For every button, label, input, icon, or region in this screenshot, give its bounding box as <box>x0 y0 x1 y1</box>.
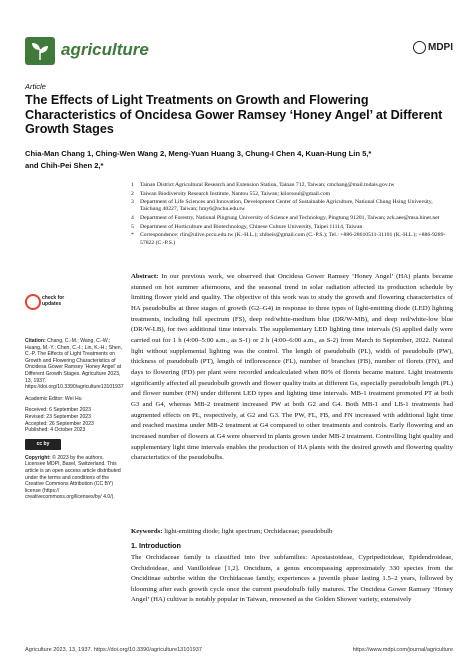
citation: Citation: Chang, C.-M.; Wang, C.-W.; Huang, M.-Y.; Chen, C.-I.; Lin, K.-H.; Shen, C.-P. The Effects of Light Treatments on Growth and Flowering Characteristics of Oncidesa Gower Ramsey ‘Honey Angel’ at Different Growth Stages. Agriculture 2023, 13, 1937. https://doi.org/10.3390/agriculture13101937 <box>25 338 124 391</box>
section-heading-introduction: 1. Introduction <box>131 541 181 550</box>
revised-date: Revised: 23 September 2023 <box>25 413 91 420</box>
affiliation-3: 3 Department of Life Sciences and Innovation, Development Center of Sustainable Agriculture, National Chung Hsing University, Taichung 40227, Taiwan; hmy6@nchu.edu.tw <box>131 199 433 213</box>
author-list <box>25 148 455 172</box>
article-type: Article <box>25 82 46 91</box>
journal-logo <box>25 37 55 65</box>
footer-citation-link[interactable]: Agriculture 2023, 13, 1937. https://doi.org/10.3390/agriculture13101937 <box>25 647 202 653</box>
paper-title: The Effects of Light Treatments on Growth and Flowering Characteristics of Oncidesa Gower Ramsey ‘Honey Angel’ at Different Growth Stages <box>25 93 443 137</box>
plant-icon <box>29 41 51 61</box>
affiliation-1: 1 Tainan District Agricultural Research and Extension Station, Tainan 712, Taiwan; cmchang@mail.tndais.gov.tw <box>131 182 395 188</box>
copyright: Copyright: © 2023 by the authors. Licensee MDPI, Basel, Switzerland. This article is an open access article distributed under the terms and conditions of the Creative Commons Attribution (CC BY) license (https:// creativecommons.org/licenses/by/ 4.0/). <box>25 454 121 501</box>
check-updates-icon <box>25 294 41 310</box>
article-info-sidebar <box>25 294 123 501</box>
academic-editor: Academic Editor: Wei Hu <box>25 395 82 402</box>
author-line-1: Chia-Man Chang 1, Ching-Wen Wang 2, Meng-Yuan Huang 3, Chung-I Chen 4, Kuan-Hung Lin 5,* <box>25 149 372 158</box>
publisher-logo[interactable]: MDPI <box>413 41 453 54</box>
introduction-text: The Orchidaceae family is classified into five subfamilies: Apostasioideae, Cypripedioideae, Epidendroideae, Orchidoideae, and Vanilloideae [1,2]. Oncidium, a genus encompassing approximately 330 species from the Oncidiinae subtribe within the Orchidaceae family, experiences a juvenile phase lasting 1.5–2 years, followed by blooming after each growth cycle once the current pseudobulb fully matures. The Oncidesa Gower Ramsey ‘Honey Angel’ (HA) cultivar is notably popular in Taiwan, renowned as the Golden Shower variety, extensively <box>131 554 453 604</box>
affiliation-4: 4 Department of Forestry, National Pingtung University of Science and Technology, Pingtung 91201, Taiwan; zck.aee@msa.hinet.net <box>131 215 440 222</box>
abstract: Abstract: In our previous work, we observed that Oncidesa Gower Ramsey ‘Honey Angel’ (HA) plants became stunned on hot summer afternoons, and the seasonal trend in solar radiation affected its production schedule by limiting flower yield and quality. The objective of this work was to study the growth and flowering characteristics of HA pseudobulbs at three stages of growth (G2–G4) in response to three types of light-emitting diode (LED) lighting treatments, including full spectrum (FS), deep red/white-medium blue (DR/W-MB), and deep red/white-low blue (DR/W-LB), for two additional time intervals. The supplementary LED lighting time intervals (S) applied daily were carried out for 1 h (4:00–5:00 a.m., as S-1) or 2 h (4:00–6:00 a.m., as S-2) from March to September, 2022. Natural light without supplemental lighting was the control. The length of pseudobulb (PL), width of pseudobulb (PW), thickness of pseudobulb (PT), length of inflorescence (FL), number of branches (FB), number of florets (FN), and days to flowering (FD) per plant were recorded andcalculated when 80% of florets became mature. Light treatments significantly affected all pseudobulb growth and flower quality traits at different Gs, especially pseudobulb length (PL) and flower number (FN) under different LED types and lighting time intervals. MB-1 treatment promoted PT at both G3 and G4, whereas MB-2 treatment increased PW at both G2 and G4. Both MB-1 and LB-1 treatments had augmented effects on PL, respectively, at G2 and G3. The PW, FL, FB, and FN increased with additional light time and reached maxima under MB-2 treatment at G4 compared to other treatments and controls. Early flowering and an increased number of flowers at G4 were observed in plants grown under MB-2 treatment. Controlling light quality and supplementary light time intervals enables the production of HA plants with the desired growth and flowering quality characteristics of the pseudobulbs. <box>131 273 453 462</box>
journal-name[interactable]: agriculture <box>61 40 149 59</box>
mdpi-icon <box>413 41 426 54</box>
accepted-date: Accepted: 26 September 2023 <box>25 420 94 427</box>
author-line-2: and Chih-Pei Shen 2,* <box>25 161 104 170</box>
journal-header <box>25 37 453 67</box>
keywords: Keywords: light-emitting diode; light spectrum; Orchidaceae; pseudobulb <box>131 528 333 535</box>
published-date: Published: 4 October 2023 <box>25 427 86 434</box>
footer-journal-link[interactable]: https://www.mdpi.com/journal/agriculture <box>352 647 453 653</box>
correspondence: * Correspondence: rlin@ulive.pccu.edu.tw (K.-H.L.); zhibeis@gmail.com (C.-P.S.); Tel.: +886-28610511-31101 (K.-H.L.); +886-9289-57822 (C.-P.S.) <box>131 232 446 246</box>
affiliation-2: 2 Taiwan Biodiversity Research Institute, Nantou 552, Taiwan; kilorsoul@gmail.com <box>131 190 331 197</box>
check-updates-button[interactable]: check for updates <box>25 294 55 326</box>
cc-by-badge[interactable]: cc by <box>25 439 61 450</box>
affiliation-5: 5 Department of Horticulture and Biotechnology, Chinese Culture University, Taipei 11114, Taiwan <box>131 223 363 230</box>
affiliations <box>131 182 451 248</box>
received-date: Received: 6 September 2023 <box>25 407 91 414</box>
